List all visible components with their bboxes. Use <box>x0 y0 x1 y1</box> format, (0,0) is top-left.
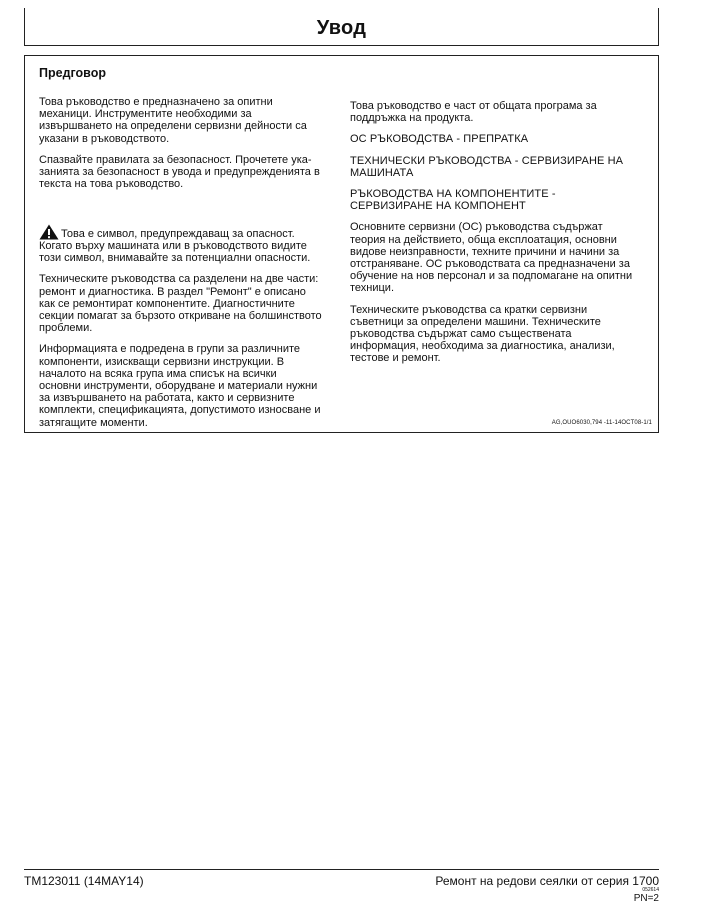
paragraph-intro: Това ръководство е предназначено за опитни механици. Инструментите необходими за извършването на определени сервизни дейности са указани в ръководството. <box>39 96 307 145</box>
footer-doc-id: TM123011 (14MAY14) <box>24 874 144 888</box>
right-column <box>350 100 650 374</box>
warning-triangle-icon <box>39 212 59 228</box>
paragraph-program: Това ръководство е част от общата програма за поддръжка на продукта. <box>350 100 597 125</box>
paragraph-manual-parts: Техническите ръководства са разделени на две части: ремонт и диагностика. В раздел "Ремонт" е описано как се ремонтират компонентите. Диагностичните секции помагат за бързото откриване на болшинството проблеми. <box>39 273 322 335</box>
paragraph-warning <box>39 199 339 264</box>
footer-divider <box>24 869 659 870</box>
reference-code: AG,OUO6030,794 -11-14OCT08-1/1 <box>551 420 652 426</box>
footer-page-number: PN=2 <box>633 893 659 904</box>
heading-technical-manuals: ТЕХНИЧЕСКИ РЪКОВОДСТВА - СЕРВИЗИРАНЕ НА МАШИНАТА <box>350 154 624 179</box>
paragraph-safety: Спазвайте правилата за безопасност. Прочетете ука- занията за безопасност в увода и предупрежденията в текста на това ръководство. <box>39 153 320 191</box>
paragraph-information-groups: Информацията е подредена в групи за различните компоненти, изискващи сервизни инструкции. В началото на всяка група има списък на всички основни инструменти, оборудване и материали нужни за извършването на работата, както и сервизните комплекти, спецификацията, допустимото износване и затягащите моменти. <box>39 343 321 429</box>
footer-title: Ремонт на редови сеялки от серия 1700 <box>435 874 659 888</box>
paragraph-technical-description: Техническите ръководства са кратки сервизни съветници за определени машини. Техническите ръководства съдържат само съществената информация, необходима за диагностика, анализи, тестове и ремонт. <box>350 303 615 365</box>
foreword-section <box>24 55 659 433</box>
section-title: Предговор <box>39 66 106 80</box>
page-title: Увод <box>316 17 367 39</box>
heading-component-manuals: РЪКОВОДСТВА НА КОМПОНЕНТИТЕ - СЕРВИЗИРАНЕ НА КОМПОНЕНТ <box>350 188 556 213</box>
heading-fos-manuals: ОС РЪКОВОДСТВА - ПРЕПРАТКА <box>350 133 529 146</box>
paragraph-fos-description: Основните сервизни (ОС) ръководства съдържат теория на действието, обща експлоатация, основни видове неизправности, техните причини и начини за отстраняване. ОС ръководствата са предназначени за обучение на нов персонал и за подпомагане на опитни техници. <box>350 221 633 295</box>
left-column <box>39 96 339 438</box>
warning-text: Това е символ, предупреждаващ за опасност. Когато върху машината или в ръководството видите този символ, внимавайте за потенциални опасности. <box>39 227 311 265</box>
footer-small-code: 052614 <box>642 887 659 893</box>
page-header <box>24 8 659 46</box>
